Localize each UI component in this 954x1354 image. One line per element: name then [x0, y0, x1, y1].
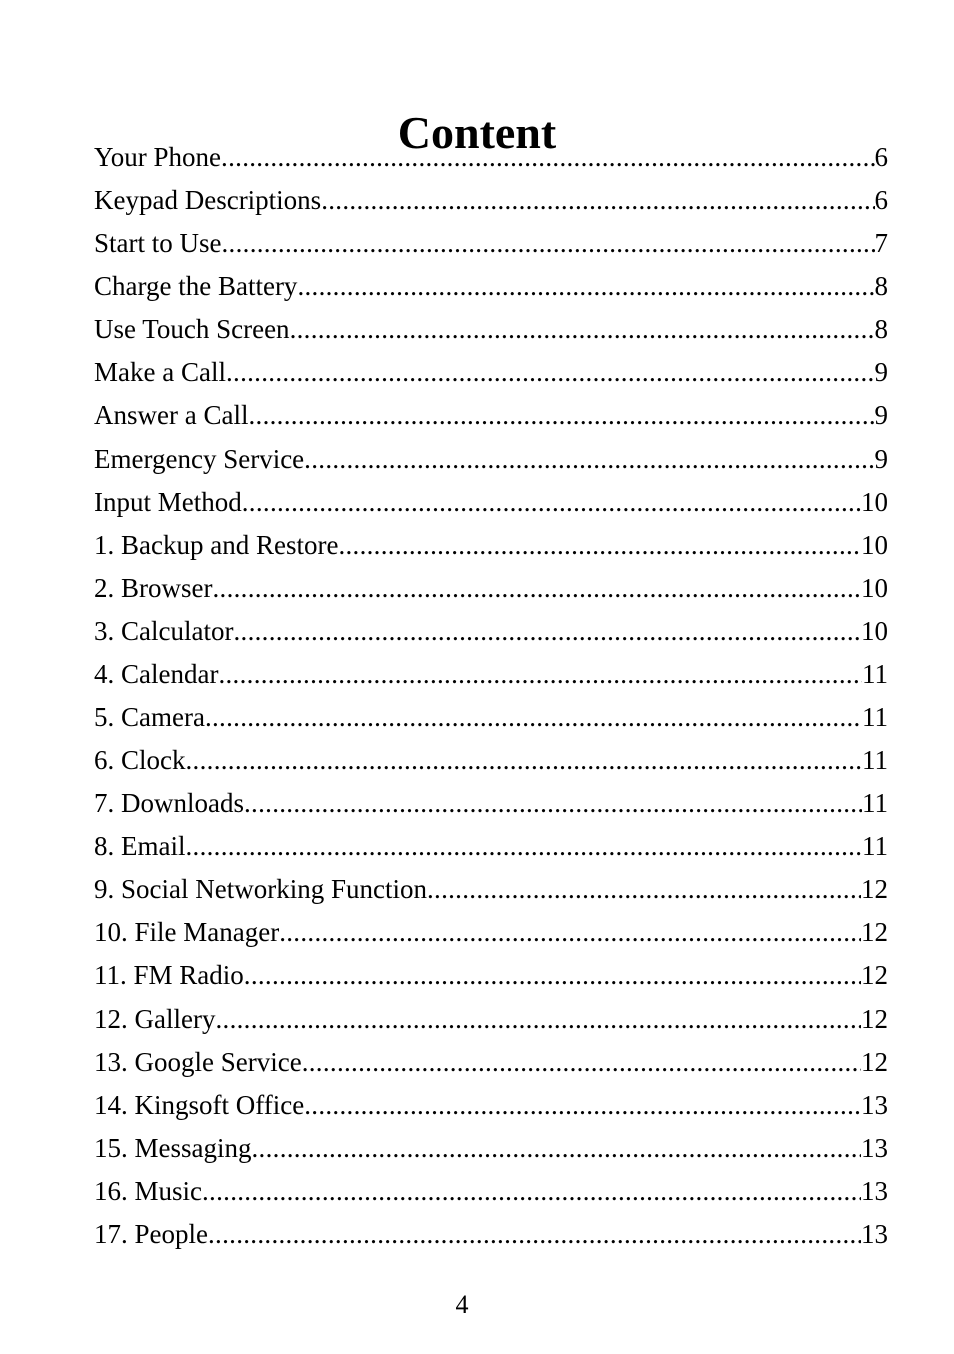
toc-entry-page: 6: [874, 185, 888, 216]
toc-entry-page: 13: [861, 1218, 888, 1249]
page-title: Content: [397, 106, 557, 158]
dot-leader: [222, 222, 875, 265]
toc-entry[interactable]: [94, 394, 888, 437]
toc-entry-label: Use Touch Screen: [94, 314, 290, 345]
dot-leader: [215, 998, 861, 1041]
dot-leader: [242, 481, 861, 524]
dot-leader: [218, 653, 862, 696]
dot-leader: [185, 825, 862, 868]
dot-leader: [208, 1213, 861, 1256]
toc-entry-label: Your Phone: [94, 142, 222, 172]
dot-leader: [186, 739, 863, 782]
dot-leader: [427, 868, 861, 911]
toc-entry-label: 4. Calendar: [94, 658, 219, 689]
toc-entry-page: 7: [874, 228, 888, 259]
toc-entry-page: 9: [874, 443, 888, 474]
toc-entry[interactable]: [94, 911, 888, 954]
toc-entry-page: 12: [861, 874, 888, 905]
dot-leader: [233, 610, 861, 653]
toc-entry[interactable]: [94, 1041, 888, 1084]
toc-entry-label: 14. Kingsoft Office: [94, 1089, 305, 1120]
toc-entry[interactable]: [94, 1170, 888, 1213]
toc-entry-label: 7. Downloads: [94, 788, 244, 819]
toc-entry[interactable]: [94, 653, 888, 696]
toc-entry-page: 12: [861, 1003, 888, 1034]
dot-leader: [304, 1084, 861, 1127]
toc-entry-page: 10: [861, 529, 888, 560]
toc-entry[interactable]: [94, 481, 888, 524]
toc-entry[interactable]: [94, 308, 888, 351]
dot-leader: [212, 567, 861, 610]
toc-entry-label: Make a Call: [94, 357, 226, 388]
toc-entry[interactable]: [94, 438, 888, 481]
dot-leader: [221, 136, 874, 179]
toc-entry-label: 9. Social Networking Function: [94, 874, 427, 905]
toc-entry-page: 12: [861, 1046, 888, 1077]
toc-entry-page: 6: [874, 142, 888, 172]
toc-entry[interactable]: [94, 136, 888, 179]
toc-entry-page: 12: [861, 917, 888, 948]
toc-entry-page: 11: [862, 658, 888, 689]
toc-entry-label: 16. Music: [94, 1175, 202, 1206]
toc-entry-label: 17. People: [94, 1218, 208, 1249]
dot-leader: [304, 438, 874, 481]
dot-leader: [321, 179, 874, 222]
dot-leader: [244, 954, 861, 997]
toc-entry[interactable]: [94, 696, 888, 739]
toc-entry-label: 10. File Manager: [94, 917, 280, 948]
toc-entry-page: 10: [861, 486, 888, 517]
toc-entry-label: 13. Google Service: [94, 1046, 302, 1077]
dot-leader: [297, 265, 874, 308]
dot-leader: [279, 911, 861, 954]
toc-entry[interactable]: [94, 954, 888, 997]
dot-leader: [202, 1170, 861, 1213]
toc-entry-label: 15. Messaging: [94, 1132, 252, 1163]
toc-entry-page: 9: [874, 400, 888, 431]
toc-entry-page: 8: [874, 271, 888, 302]
toc-entry-page: 11: [862, 745, 888, 776]
toc-entry-page: 13: [861, 1175, 888, 1206]
toc-entry[interactable]: [94, 179, 888, 222]
page-number: 4: [455, 1290, 469, 1319]
toc-entry-label: Answer a Call: [94, 400, 249, 431]
toc-entry-label: 5. Camera: [94, 702, 205, 733]
toc-entry-page: 11: [862, 831, 888, 862]
toc-entry[interactable]: [94, 567, 888, 610]
toc-entry[interactable]: [94, 1084, 888, 1127]
toc-entry[interactable]: [94, 222, 888, 265]
toc-entry-label: Charge the Battery: [94, 271, 298, 302]
dot-leader: [205, 696, 862, 739]
toc-entry-label: Input Method: [94, 486, 242, 517]
toc-entry-label: 11. FM Radio: [94, 960, 244, 991]
toc-entry[interactable]: [94, 1127, 888, 1170]
toc-entry-label: Keypad Descriptions: [94, 185, 322, 216]
table-of-contents: [94, 136, 888, 1256]
toc-entry[interactable]: [94, 782, 888, 825]
dot-leader: [244, 782, 862, 825]
toc-entry-page: 11: [862, 702, 888, 733]
dot-leader: [338, 524, 861, 567]
dot-leader: [302, 1041, 861, 1084]
toc-entry[interactable]: [94, 265, 888, 308]
toc-entry[interactable]: [94, 998, 888, 1041]
dot-leader: [252, 1127, 862, 1170]
toc-entry-label: Emergency Service: [94, 443, 305, 474]
toc-entry-label: 3. Calculator: [94, 615, 234, 646]
toc-entry[interactable]: [94, 610, 888, 653]
toc-entry[interactable]: [94, 739, 888, 782]
toc-entry[interactable]: [94, 868, 888, 911]
toc-entry-label: 6. Clock: [94, 745, 186, 776]
dot-leader: [248, 394, 874, 437]
toc-entry-label: 12. Gallery: [94, 1003, 216, 1034]
toc-entry-page: 8: [874, 314, 888, 345]
toc-entry[interactable]: [94, 524, 888, 567]
toc-entry-label: 2. Browser: [94, 572, 213, 603]
toc-entry[interactable]: [94, 1213, 888, 1256]
toc-entry-page: 13: [861, 1132, 888, 1163]
dot-leader: [290, 308, 875, 351]
toc-entry[interactable]: [94, 825, 888, 868]
toc-entry-label: 8. Email: [94, 831, 186, 862]
toc-entry-page: 10: [861, 572, 888, 603]
toc-entry-page: 13: [861, 1089, 888, 1120]
toc-entry-label: Start to Use: [94, 228, 222, 259]
toc-entry-page: 12: [861, 960, 888, 991]
dot-leader: [226, 351, 875, 394]
toc-entry[interactable]: [94, 351, 888, 394]
toc-entry-page: 10: [861, 615, 888, 646]
toc-entry-page: 11: [862, 788, 888, 819]
toc-entry-page: 9: [874, 357, 888, 388]
toc-entry-label: 1. Backup and Restore: [94, 529, 339, 560]
